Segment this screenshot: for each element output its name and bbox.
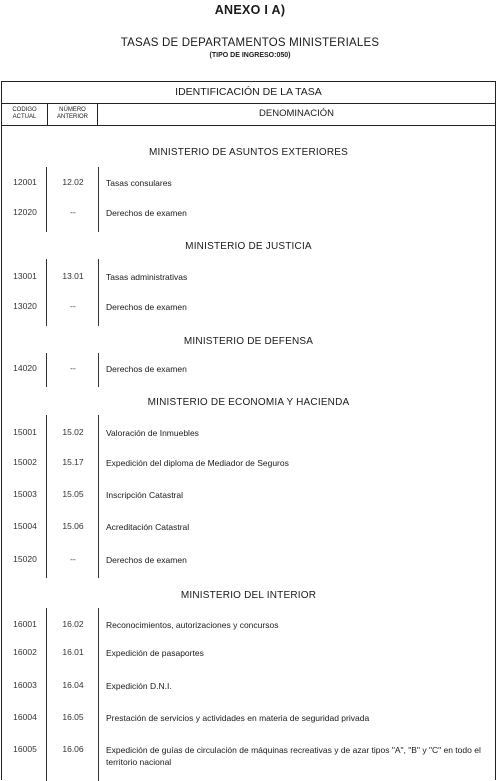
column-divider xyxy=(98,167,99,232)
row-denomination: Derechos de examen xyxy=(106,208,187,218)
row-code: 16001 xyxy=(13,619,37,629)
row-number: 15.06 xyxy=(62,521,84,531)
row-denomination: Inscripción Catastral xyxy=(106,490,184,500)
row-number: 16.05 xyxy=(62,712,84,722)
row-denomination: Prestación de servicios y actividades en materia de seguridad privada xyxy=(106,713,370,723)
row-code: 16004 xyxy=(13,712,37,722)
row-denomination: Derechos de examen xyxy=(106,302,187,312)
row-code: 12001 xyxy=(13,177,37,187)
ministry-heading: MINISTERIO DE ASUNTOS EXTERIORES xyxy=(148,147,349,158)
column-header-code: CODIGO ACTUAL xyxy=(2,104,48,126)
column-header-number: NÚMERO ANTERIOR xyxy=(48,104,98,126)
fees-table xyxy=(1,81,496,780)
ministry-heading: MINISTERIO DE DEFENSA xyxy=(183,336,314,347)
row-number: 12.02 xyxy=(62,177,84,187)
column-divider xyxy=(98,608,99,781)
row-denomination: Tasas consulares xyxy=(106,178,172,188)
column-divider xyxy=(46,353,47,387)
row-code: 13020 xyxy=(13,301,37,311)
row-code: 13001 xyxy=(13,271,37,281)
row-number: 16.04 xyxy=(62,680,84,690)
column-divider xyxy=(98,259,99,326)
row-number: 16.01 xyxy=(62,647,84,657)
row-code: 16003 xyxy=(13,680,37,690)
ministry-heading: MINISTERIO DE JUSTICIA xyxy=(185,241,312,252)
row-denomination: Acreditación Catastral xyxy=(106,522,190,532)
row-denomination: Derechos de examen xyxy=(106,364,187,374)
column-divider xyxy=(46,167,47,232)
column-divider xyxy=(98,415,99,578)
row-number: 15.02 xyxy=(62,427,84,437)
row-number: 13.01 xyxy=(62,271,84,281)
table-header: IDENTIFICACIÓN DE LA TASA xyxy=(2,82,495,104)
row-code: 15004 xyxy=(13,521,37,531)
row-denomination: Tasas administrativas xyxy=(106,272,188,282)
row-code: 12020 xyxy=(13,207,37,217)
row-denomination: Derechos de examen xyxy=(106,555,187,565)
annex-title: ANEXO I A) xyxy=(214,3,286,17)
document-title: TASAS DE DEPARTAMENTOS MINISTERIALES xyxy=(120,37,380,49)
column-divider xyxy=(46,415,47,578)
row-number: -- xyxy=(70,554,76,564)
row-code: 16002 xyxy=(13,647,37,657)
row-number: 16.06 xyxy=(62,744,84,754)
row-denomination: Reconocimientos, autorizaciones y concursos xyxy=(106,620,279,630)
row-code: 15001 xyxy=(13,427,37,437)
row-denomination: Expedición del diploma de Mediador de Seguros xyxy=(106,458,289,468)
row-denomination: Expedición de pasaportes xyxy=(106,648,204,658)
row-code: 14020 xyxy=(13,363,37,373)
row-number: 15.17 xyxy=(62,457,84,467)
column-divider xyxy=(98,353,99,387)
row-code: 15003 xyxy=(13,489,37,499)
ministry-heading: MINISTERIO DEL INTERIOR xyxy=(180,590,317,601)
row-denomination: Expedición de guías de circulación de máquinas recreativas y de azar tipos "A", "B" y "C" en todo el territorio nacional xyxy=(106,745,481,767)
row-denomination: Expedición D.N.I. xyxy=(106,681,172,691)
row-code: 15020 xyxy=(13,554,37,564)
column-divider xyxy=(46,259,47,326)
row-denomination: Valoración de Inmuebles xyxy=(106,428,199,438)
ministry-heading: MINISTERIO DE ECONOMIA Y HACIENDA xyxy=(147,397,350,408)
document-subtitle: (TIPO DE INGRESO:050) xyxy=(209,52,291,59)
row-number: 15.05 xyxy=(62,489,84,499)
column-divider xyxy=(46,608,47,781)
row-number: -- xyxy=(70,301,76,311)
row-code: 16005 xyxy=(13,744,37,754)
row-code: 15002 xyxy=(13,457,37,467)
row-number: -- xyxy=(70,363,76,373)
row-number: 16.02 xyxy=(62,619,84,629)
column-header-denomination: DENOMINACIÓN xyxy=(98,104,495,126)
row-number: -- xyxy=(70,207,76,217)
